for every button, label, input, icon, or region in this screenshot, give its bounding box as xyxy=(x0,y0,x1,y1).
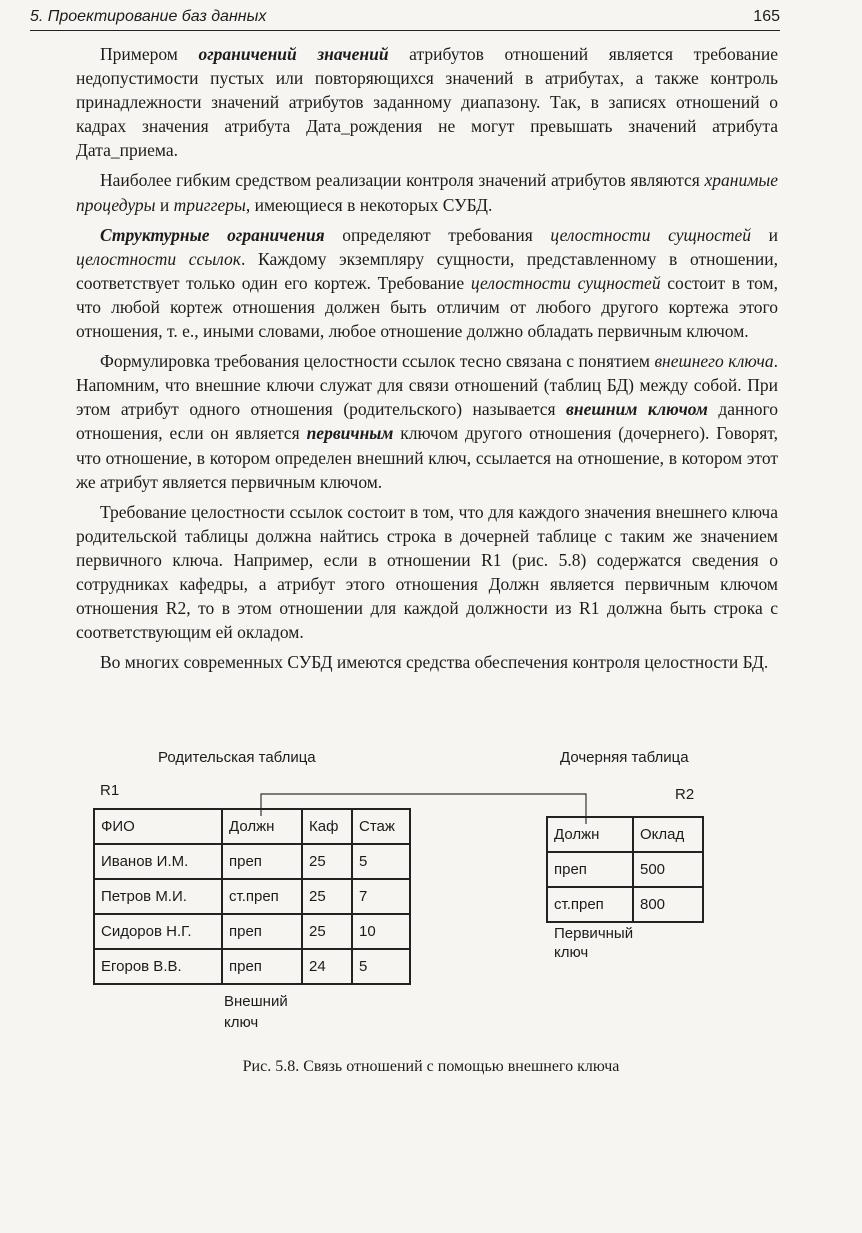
paragraph-structural-constraints xyxy=(76,223,778,343)
column-header: ФИО xyxy=(94,809,222,844)
r2-label: R2 xyxy=(675,786,695,803)
text-run: . Напомним, что внешние ключи служат для связи отношений (таблиц БД) между собой. При этом атрибут одного отношения (родительского) называется xyxy=(76,351,778,420)
column-header: Каф xyxy=(302,809,352,844)
term-triggers: триггеры xyxy=(173,194,246,215)
section-title: 5. Проектирование баз данных xyxy=(30,8,267,25)
table-cell: 500 xyxy=(633,852,703,887)
table-row xyxy=(94,879,410,914)
paragraph-foreign-key xyxy=(76,349,778,494)
text-run: Требование целостности ссылок состоит в том, что для каждого значения внешнего ключа родительской таблицы должна найтись строка в дочерней таблице с таким же значением первичного ключа. Например, если в отношении R1 (рис. 5.8) содержатся сведения о сотрудниках кафедры, а атрибут этого отношения Должн является первичным ключом отношения R2, то в этом отношении для каждой должности из R1 должна быть строка с соответствующим ей окладом. xyxy=(76,501,778,643)
r1-label: R1 xyxy=(100,782,120,799)
term-entity-integrity: целостности сущностей xyxy=(470,272,661,293)
figure-5-8 xyxy=(0,740,862,1100)
paragraph-referential-requirement xyxy=(76,500,778,645)
table-header-row xyxy=(547,817,703,852)
table-row xyxy=(94,844,410,879)
table-cell: 7 xyxy=(352,879,410,914)
text-run: Во многих современных СУБД имеются средства обеспечения контроля целостности БД. xyxy=(100,652,769,673)
text-run: и xyxy=(751,224,779,245)
table-cell: преп xyxy=(222,949,302,984)
table-cell: Егоров В.В. xyxy=(94,949,222,984)
term-foreign-key: внешнего ключа xyxy=(654,351,774,372)
caption-line: ключ xyxy=(224,1014,259,1031)
table-row xyxy=(547,852,703,887)
column-header: Оклад xyxy=(633,817,703,852)
paragraph-stored-procedures xyxy=(76,168,778,216)
caption-line: Внешний xyxy=(224,993,288,1010)
primary-key-caption xyxy=(554,924,633,962)
table-cell: ст.преп xyxy=(222,879,302,914)
table-row xyxy=(547,887,703,922)
text-run: . Каждому экземпляру сущности, представленному в отношении, соответствует только один его кортеж. Требование xyxy=(76,248,778,293)
table-cell: 25 xyxy=(302,879,352,914)
body-text xyxy=(76,42,778,674)
caption-line: Первичный xyxy=(554,925,634,942)
term-stored-procedures: хранимые процедуры xyxy=(76,170,778,215)
table-row xyxy=(94,914,410,949)
table-r2 xyxy=(546,816,704,923)
table-cell: Петров М.И. xyxy=(94,879,222,914)
table-cell: 800 xyxy=(633,887,703,922)
paragraph-value-constraints xyxy=(76,42,778,162)
table-cell: 25 xyxy=(302,914,352,949)
paragraph-dbms-tools xyxy=(76,650,778,674)
child-table-title: Дочерняя таблица xyxy=(560,749,689,766)
caption-line: ключ xyxy=(554,944,589,961)
table-row xyxy=(94,949,410,984)
table-cell: ст.преп xyxy=(547,887,633,922)
text-run: , имеющиеся в некоторых СУБД. xyxy=(245,194,493,215)
term-referential-integrity: целостности ссылок xyxy=(76,248,241,269)
text-run: состоит в том, что любой кортеж отношения должен быть отличим от любого другого кортежа этого отношения, т. е., иными словами, любое отношение должно обладать первичным ключом. xyxy=(76,272,778,342)
term-foreign-key-bold: внешним ключом xyxy=(566,399,708,420)
table-cell: 25 xyxy=(302,844,352,879)
table-cell: 24 xyxy=(302,949,352,984)
running-header xyxy=(30,8,780,31)
table-cell: 5 xyxy=(352,949,410,984)
table-cell: Иванов И.М. xyxy=(94,844,222,879)
text-run: Примером xyxy=(100,44,199,64)
text-run: атрибутов отношений является требование недопустимости пустых или повторяющихся значений в атрибутах, а также контроль принадлежности значений атрибутов заданному диапазону. Так, в записях отношений о кадрах значения атрибута Дата_рождения не могут превышать значений атрибута Дата_приема. xyxy=(76,44,778,161)
column-header: Должн xyxy=(222,809,302,844)
page-number: 165 xyxy=(753,8,780,25)
text-run: данного отношения, если он является xyxy=(76,399,778,444)
table-cell: 5 xyxy=(352,844,410,879)
term-primary: первичным xyxy=(306,423,394,444)
text-run: Формулировка требования целостности ссылок тесно связана с понятием xyxy=(100,351,655,372)
text-run: определяют требования xyxy=(324,224,551,245)
column-header: Стаж xyxy=(352,809,410,844)
table-cell: 10 xyxy=(352,914,410,949)
table-r1 xyxy=(93,808,411,985)
text-run: ключом другого отношения (дочернего). Говорят, что отношение, в котором определен внешний ключ, ссылается на отношение, в котором этот же атрибут является первичным ключом. xyxy=(76,423,778,492)
foreign-key-caption xyxy=(224,991,288,1033)
term-entity-integrity: целостности сущностей xyxy=(550,224,752,245)
figure-caption: Рис. 5.8. Связь отношений с помощью внешнего ключа xyxy=(242,1058,620,1075)
text-run: и xyxy=(155,194,174,215)
term-value-constraints: ограничений значений xyxy=(198,44,389,64)
table-cell: Сидоров Н.Г. xyxy=(94,914,222,949)
table-cell: преп xyxy=(222,914,302,949)
table-header-row xyxy=(94,809,410,844)
text-run: Наиболее гибким средством реализации контроля значений атрибутов являются xyxy=(100,170,705,191)
parent-table-title: Родительская таблица xyxy=(158,749,316,766)
term-structural-constraints: Структурные ограничения xyxy=(100,224,325,245)
table-cell: преп xyxy=(547,852,633,887)
table-cell: преп xyxy=(222,844,302,879)
column-header: Должн xyxy=(547,817,633,852)
